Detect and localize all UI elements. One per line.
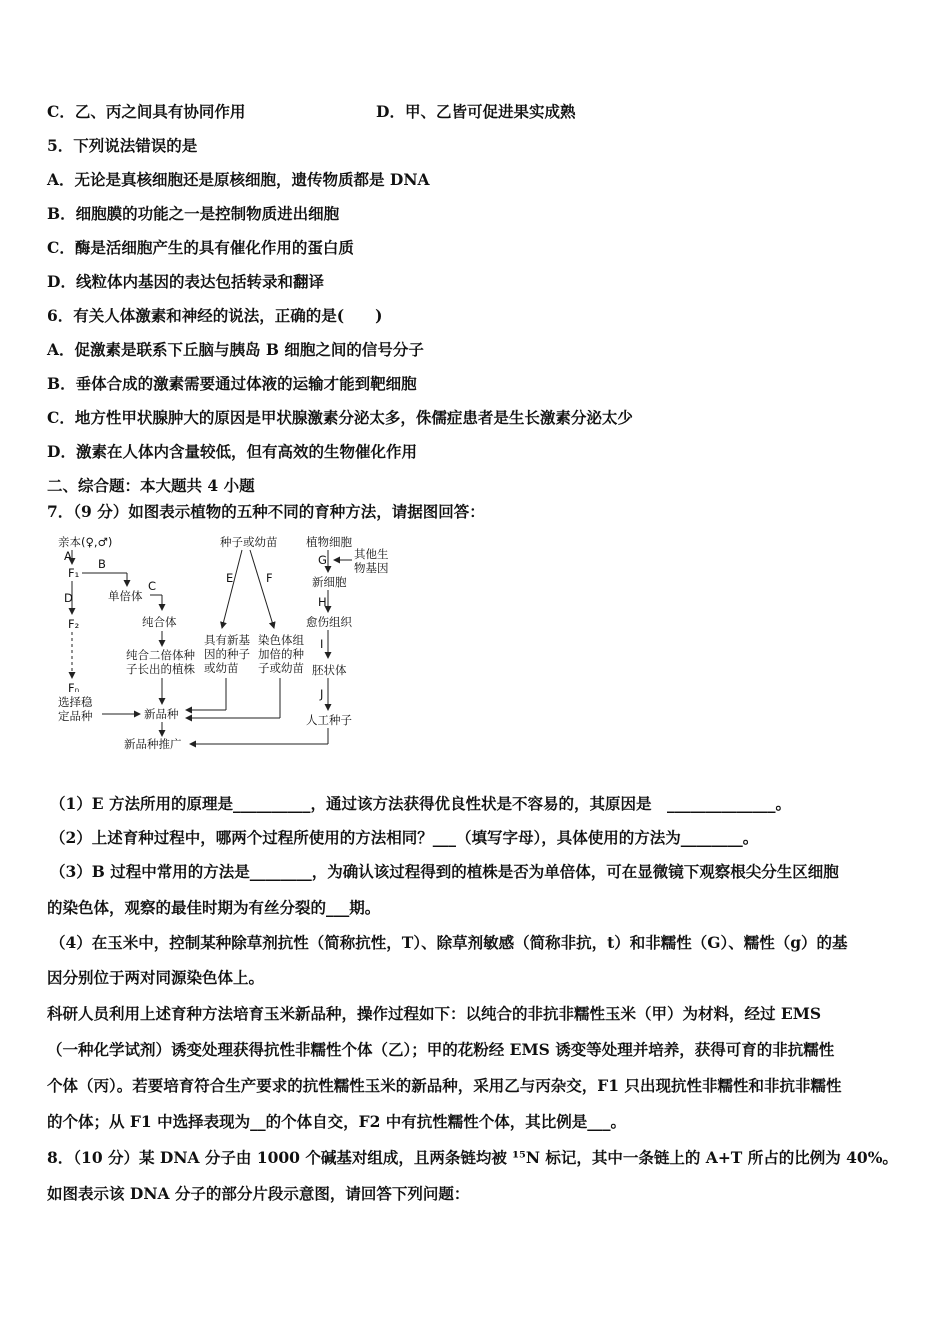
- label-new-variety: 新品种: [144, 707, 179, 721]
- label-double-3: 子或幼苗: [258, 661, 304, 675]
- question-8a: 8．（10 分）某 DNA 分子由 1000 个碱基对组成，且两条链均被 ¹⁵N 标记，其中一条链上的 A+T 所占的比例为 40%。: [47, 1148, 898, 1167]
- q5-option-c: C．酶是活细胞产生的具有催化作用的蛋白质: [47, 238, 354, 257]
- label-newgene-3: 或幼苗: [204, 661, 239, 675]
- q6-option-d: D．激素在人体内含量较低，但有高效的生物催化作用: [47, 442, 417, 461]
- q5-option-b: B．细胞膜的功能之一是控制物质进出细胞: [47, 204, 340, 223]
- label-G: G: [318, 553, 327, 567]
- label-haploid: 单倍体: [108, 589, 143, 603]
- q7-part-1: （1）E 方法所用的原理是__________，通过该方法获得优良性状是不容易的，其原因是 ______________。: [50, 794, 791, 813]
- q6-option-b: B．垂体合成的激素需要通过体液的运输才能到靶细胞: [47, 374, 417, 393]
- q7-part-4d: （一种化学试剂）诱变处理获得抗性非糯性个体（乙）；甲的花粉经 EMS 诱变等处理并培养，获得可育的非抗糯性: [47, 1040, 835, 1059]
- q7-part-3b: 的染色体，观察的最佳时期为有丝分裂的___期。: [47, 898, 381, 917]
- label-I: I: [320, 637, 324, 651]
- question-5: 5．下列说法错误的是: [47, 136, 198, 155]
- label-B: B: [98, 557, 106, 571]
- option-c-q4: C．乙、丙之间具有协同作用: [47, 102, 246, 121]
- option-d-q4: D．甲、乙皆可促进果实成熟: [376, 102, 576, 121]
- label-artificial-seed: 人工种子: [306, 713, 352, 727]
- label-A: A: [64, 549, 72, 563]
- label-seed: 种子或幼苗: [220, 535, 278, 549]
- q6-option-a: A．促激素是联系下丘脑与胰岛 B 细胞之间的信号分子: [47, 340, 424, 359]
- label-newgene-1: 具有新基: [204, 633, 250, 647]
- label-double-2: 加倍的种: [258, 647, 304, 661]
- label-C: C: [148, 579, 157, 593]
- label-H: H: [318, 595, 327, 609]
- label-F2: F₂: [68, 617, 80, 631]
- label-F: F: [266, 571, 273, 585]
- q7-part-4e: 个体（丙）。若要培育符合生产要求的抗性糯性玉米的新品种，采用乙与丙杂交，F1 只出现抗性非糯性和非抗非糯性: [47, 1076, 842, 1095]
- q7-part-4f: 的个体；从 F1 中选择表现为__的个体自交，F2 中有抗性糯性个体，其比例是___。: [47, 1112, 627, 1131]
- label-promote: 新品种推广: [124, 737, 182, 751]
- q6-option-c: C．地方性甲状腺肿大的原因是甲状腺激素分泌太多，侏儒症患者是生长激素分泌太少: [47, 408, 633, 427]
- label-callus: 愈伤组织: [306, 615, 352, 629]
- question-8b: 如图表示该 DNA 分子的部分片段示意图，请回答下列问题：: [47, 1184, 470, 1203]
- label-pure-diploid-1: 纯合二倍体种: [126, 648, 195, 662]
- label-double-1: 染色体组: [258, 633, 304, 647]
- label-pure-diploid-2: 子长出的植株: [126, 662, 195, 676]
- label-select-2: 定品种: [58, 709, 93, 723]
- label-D: D: [64, 591, 73, 605]
- label-other-1: 其他生: [354, 547, 389, 561]
- label-parent: 亲本(♀,♂): [58, 535, 113, 549]
- label-E: E: [226, 571, 234, 585]
- label-other-2: 物基因: [354, 561, 389, 575]
- q7-part-4b: 因分别位于两对同源染色体上。: [47, 968, 265, 987]
- q7-part-4a: （4）在玉米中，控制某种除草剂抗性（简称抗性，T）、除草剂敏感（简称非抗，t）和非糯性（G）、糯性（g）的基: [50, 933, 848, 952]
- q7-part-2: （2）上述育种过程中，哪两个过程所使用的方法相同？___（填写字母），具体使用的方法为________。: [50, 828, 759, 847]
- label-Fn: Fₙ: [68, 681, 80, 695]
- q7-part-4c: 科研人员利用上述育种方法培育玉米新品种，操作过程如下：以纯合的非抗非糯性玉米（甲）为材料，经过 EMS: [47, 1004, 822, 1023]
- label-select-1: 选择稳: [58, 695, 93, 709]
- section-2-heading: 二、综合题：本大题共 4 小题: [47, 476, 255, 495]
- label-F1: F₁: [68, 566, 80, 580]
- q5-option-a: A．无论是真核细胞还是原核细胞，遗传物质都是 DNA: [47, 170, 430, 189]
- label-newgene-2: 因的种子: [204, 647, 250, 661]
- label-plant-cell: 植物细胞: [306, 535, 352, 549]
- label-embryoid: 胚状体: [312, 663, 347, 677]
- question-7: 7．（9 分）如图表示植物的五种不同的育种方法，请据图回答：: [47, 502, 485, 521]
- question-6: 6．有关人体激素和神经的说法，正确的是( ): [47, 306, 383, 325]
- label-new-cell: 新细胞: [312, 575, 347, 589]
- breeding-methods-diagram: [52, 532, 412, 762]
- q5-option-d: D．线粒体内基因的表达包括转录和翻译: [47, 272, 324, 291]
- label-homozygous: 纯合体: [142, 615, 177, 629]
- q7-part-3a: （3）B 过程中常用的方法是________，为确认该过程得到的植株是否为单倍体，可在显微镜下观察根尖分生区细胞: [50, 862, 839, 881]
- label-J: J: [320, 687, 324, 701]
